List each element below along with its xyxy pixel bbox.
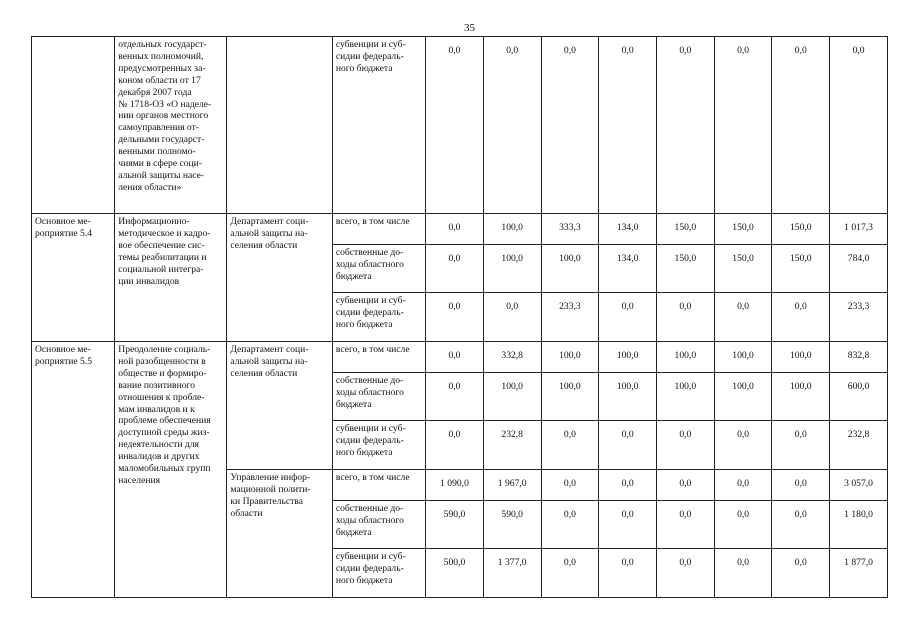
value-cell: 1 090,0 <box>426 470 484 501</box>
value-cell: 150,0 <box>714 245 772 293</box>
funding-source-cell: всего, в том числе <box>332 470 425 501</box>
value-cell: 0,0 <box>599 37 657 214</box>
value-cell: 0,0 <box>772 549 830 598</box>
value-cell: 0,0 <box>772 470 830 501</box>
value-cell: 590,0 <box>483 501 541 549</box>
measure-code-cell: Основное ме- роприятие 5.4 <box>32 214 115 342</box>
value-cell: 100,0 <box>656 373 714 421</box>
total-value-cell: 233,3 <box>830 293 888 342</box>
value-cell: 100,0 <box>483 214 541 245</box>
executor-cell <box>227 37 332 214</box>
funding-source-cell: собственные до- ходы областного бюджета <box>332 245 425 293</box>
total-value-cell: 1 017,3 <box>830 214 888 245</box>
value-cell: 0,0 <box>599 421 657 470</box>
funding-source-cell: всего, в том числе <box>332 214 425 245</box>
value-cell: 100,0 <box>541 245 599 293</box>
executor-cell: Департамент соци- альной защиты на- селения области <box>227 342 332 470</box>
table-row <box>32 37 888 214</box>
value-cell: 0,0 <box>714 501 772 549</box>
measure-description-cell: Информационно- методическое и кадро- вое обеспечение сис- темы реабилитации и социальной интегра- ции инвалидов <box>115 214 227 342</box>
value-cell: 100,0 <box>599 373 657 421</box>
value-cell: 0,0 <box>599 549 657 598</box>
value-cell: 150,0 <box>656 214 714 245</box>
measure-description-cell: Преодоление социаль- ной разобщенности в обществе и формиро- вание позитивного отношения к пробле- мам инвалидов и к проблеме обеспечения доступной среды жиз- недеятельности для инвалидов и других маломобильных групп населения <box>115 342 227 598</box>
value-cell: 0,0 <box>656 293 714 342</box>
value-cell: 150,0 <box>714 214 772 245</box>
value-cell: 0,0 <box>541 501 599 549</box>
value-cell: 0,0 <box>714 470 772 501</box>
value-cell: 0,0 <box>426 37 484 214</box>
value-cell: 332,8 <box>483 342 541 373</box>
value-cell: 0,0 <box>772 421 830 470</box>
value-cell: 333,3 <box>541 214 599 245</box>
total-value-cell: 232,8 <box>830 421 888 470</box>
value-cell: 0,0 <box>714 37 772 214</box>
value-cell: 0,0 <box>426 293 484 342</box>
value-cell: 590,0 <box>426 501 484 549</box>
value-cell: 0,0 <box>599 470 657 501</box>
funding-source-cell: субвенции и суб- сидии федераль- ного бюджета <box>332 293 425 342</box>
value-cell: 100,0 <box>599 342 657 373</box>
total-value-cell: 832,8 <box>830 342 888 373</box>
funding-source-cell: собственные до- ходы областного бюджета <box>332 373 425 421</box>
program-funding-table <box>31 36 888 598</box>
value-cell: 0,0 <box>714 421 772 470</box>
funding-source-cell: субвенции и суб- сидии федераль- ного бюджета <box>332 37 425 214</box>
value-cell: 0,0 <box>426 421 484 470</box>
value-cell: 134,0 <box>599 214 657 245</box>
value-cell: 100,0 <box>483 373 541 421</box>
value-cell: 1 377,0 <box>483 549 541 598</box>
value-cell: 0,0 <box>541 37 599 214</box>
value-cell: 0,0 <box>426 245 484 293</box>
value-cell: 100,0 <box>541 342 599 373</box>
measure-description-cell: отдельных государст- венных полномочий, предусмотренных за- коном области от 17 декабря 2007 года № 1718-ОЗ «О наделе- нии органов местного самоуправления от- дельными государст- венными полномо- чиями в сфере соци- альной защиты насе- ления области» <box>115 37 227 214</box>
value-cell: 100,0 <box>714 373 772 421</box>
value-cell: 1 967,0 <box>483 470 541 501</box>
executor-cell: Управление инфор- мационной полити- ки Правительства области <box>227 470 332 598</box>
value-cell: 150,0 <box>772 214 830 245</box>
value-cell: 0,0 <box>483 37 541 214</box>
value-cell: 134,0 <box>599 245 657 293</box>
executor-cell: Департамент соци- альной защиты на- селения области <box>227 214 332 342</box>
value-cell: 100,0 <box>656 342 714 373</box>
value-cell: 0,0 <box>656 470 714 501</box>
value-cell: 100,0 <box>772 342 830 373</box>
funding-source-cell: всего, в том числе <box>332 342 425 373</box>
value-cell: 100,0 <box>714 342 772 373</box>
funding-source-cell: собственные до- ходы областного бюджета <box>332 501 425 549</box>
value-cell: 0,0 <box>772 37 830 214</box>
measure-code-cell: Основное ме- роприятие 5.5 <box>32 342 115 598</box>
value-cell: 0,0 <box>599 293 657 342</box>
total-value-cell: 784,0 <box>830 245 888 293</box>
funding-source-cell: субвенции и суб- сидии федераль- ного бюджета <box>332 421 425 470</box>
value-cell: 0,0 <box>426 214 484 245</box>
total-value-cell: 0,0 <box>830 37 888 214</box>
funding-source-cell: субвенции и суб- сидии федераль- ного бюджета <box>332 549 425 598</box>
value-cell: 0,0 <box>714 293 772 342</box>
value-cell: 0,0 <box>541 421 599 470</box>
value-cell: 0,0 <box>656 421 714 470</box>
page-number: 35 <box>464 22 475 34</box>
value-cell: 0,0 <box>599 501 657 549</box>
value-cell: 0,0 <box>772 293 830 342</box>
value-cell: 100,0 <box>772 373 830 421</box>
value-cell: 233,3 <box>541 293 599 342</box>
table-row <box>32 214 888 245</box>
table-row <box>32 342 888 373</box>
total-value-cell: 3 057,0 <box>830 470 888 501</box>
total-value-cell: 600,0 <box>830 373 888 421</box>
value-cell: 0,0 <box>426 342 484 373</box>
value-cell: 0,0 <box>541 470 599 501</box>
value-cell: 232,8 <box>483 421 541 470</box>
value-cell: 150,0 <box>656 245 714 293</box>
value-cell: 0,0 <box>772 501 830 549</box>
total-value-cell: 1 877,0 <box>830 549 888 598</box>
value-cell: 0,0 <box>541 549 599 598</box>
measure-code-cell <box>32 37 115 214</box>
value-cell: 0,0 <box>714 549 772 598</box>
value-cell: 0,0 <box>426 373 484 421</box>
value-cell: 100,0 <box>483 245 541 293</box>
value-cell: 0,0 <box>656 549 714 598</box>
total-value-cell: 1 180,0 <box>830 501 888 549</box>
value-cell: 500,0 <box>426 549 484 598</box>
value-cell: 0,0 <box>656 37 714 214</box>
value-cell: 0,0 <box>483 293 541 342</box>
value-cell: 100,0 <box>541 373 599 421</box>
value-cell: 150,0 <box>772 245 830 293</box>
value-cell: 0,0 <box>656 501 714 549</box>
